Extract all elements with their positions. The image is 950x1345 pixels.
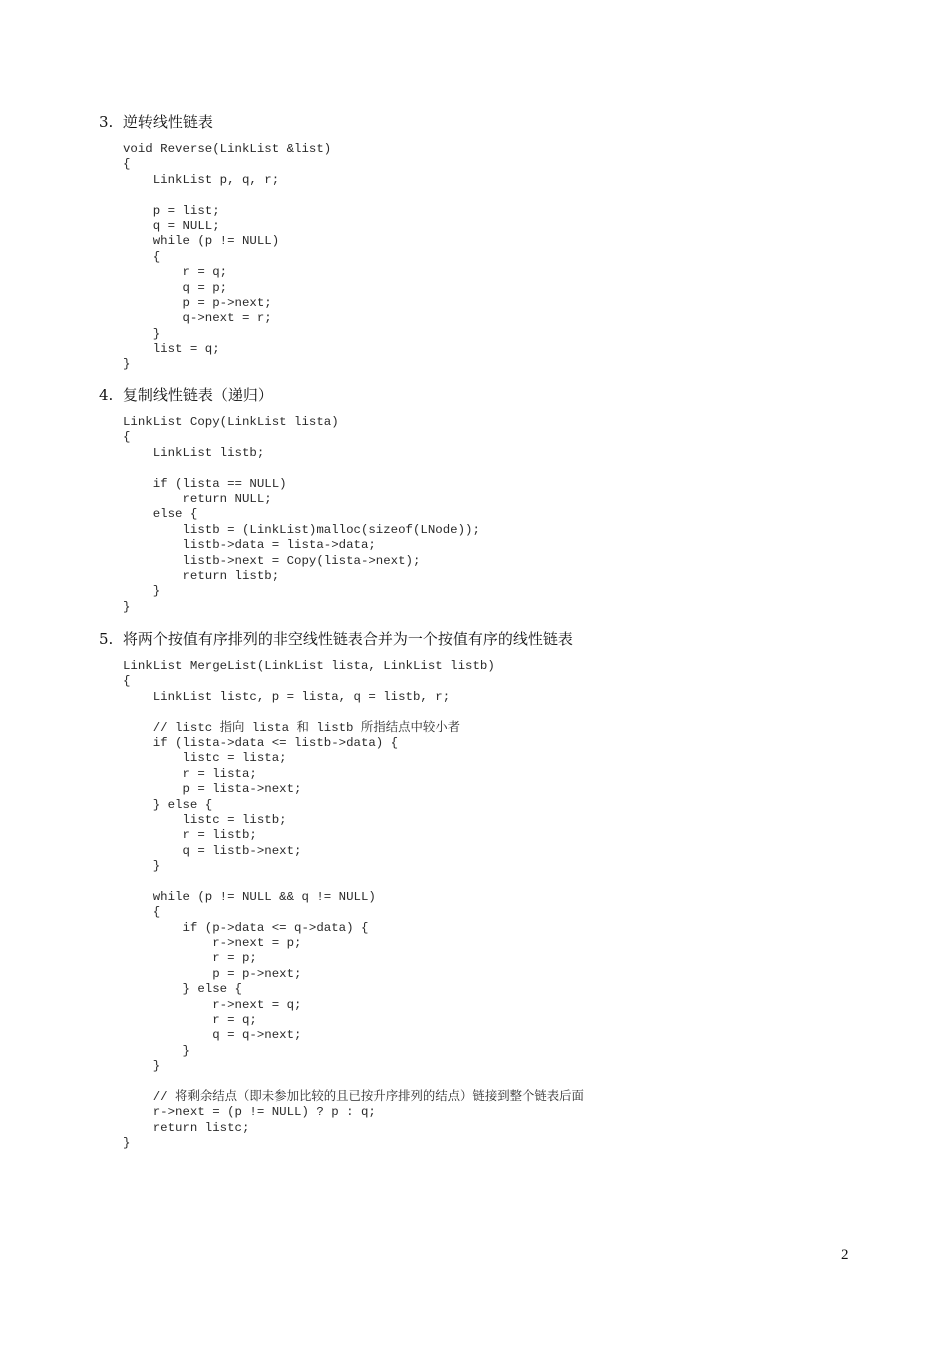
code-line: p = lista->next; bbox=[123, 782, 302, 797]
code-line: { bbox=[123, 249, 161, 264]
code-line: q->next = r; bbox=[123, 311, 272, 326]
code-line: } else { bbox=[123, 797, 213, 812]
code-line: r->next = p; bbox=[123, 936, 302, 951]
code-block-reverse bbox=[123, 142, 331, 373]
code-line: q = p; bbox=[123, 280, 228, 295]
code-line: listc = lista; bbox=[123, 751, 287, 766]
code-line: // listc 指向 lista 和 listb 所指结点中较小者 bbox=[123, 720, 461, 735]
code-line: p = p->next; bbox=[123, 966, 302, 981]
code-line: if (p->data <= q->data) { bbox=[123, 920, 369, 935]
code-line: } bbox=[123, 326, 161, 341]
section-heading-reverse: 3. 逆转线性链表 bbox=[99, 113, 213, 131]
code-line: } bbox=[123, 357, 131, 372]
code-line: LinkList MergeList(LinkList lista, LinkList listb) bbox=[123, 659, 495, 673]
code-line: q = q->next; bbox=[123, 1028, 302, 1043]
code-line: LinkList p, q, r; bbox=[123, 172, 280, 187]
code-line bbox=[123, 705, 584, 720]
code-line bbox=[123, 1075, 584, 1090]
code-line: r = p; bbox=[123, 951, 257, 966]
code-line: r = listb; bbox=[123, 828, 257, 843]
code-line: p = list; bbox=[123, 203, 220, 218]
code-line bbox=[123, 461, 480, 476]
code-line bbox=[123, 874, 584, 889]
code-line: r->next = (p != NULL) ? p : q; bbox=[123, 1105, 376, 1120]
code-line: return NULL; bbox=[123, 491, 272, 506]
code-line: LinkList Copy(LinkList lista) bbox=[123, 415, 339, 429]
code-line: return listc; bbox=[123, 1120, 250, 1135]
code-line: r = q; bbox=[123, 265, 228, 280]
code-line: { bbox=[123, 905, 161, 920]
code-line: } else { bbox=[123, 982, 242, 997]
code-line: LinkList listc, p = lista, q = listb, r; bbox=[123, 689, 451, 704]
code-line: { bbox=[123, 157, 131, 172]
code-line: if (lista == NULL) bbox=[123, 476, 287, 491]
code-block-copy bbox=[123, 415, 480, 615]
section-heading-merge: 5. 将两个按值有序排列的非空线性链表合并为一个按值有序的线性链表 bbox=[99, 630, 573, 648]
code-line: listb->next = Copy(lista->next); bbox=[123, 553, 421, 568]
code-line: q = listb->next; bbox=[123, 843, 302, 858]
code-line: while (p != NULL && q != NULL) bbox=[123, 889, 376, 904]
code-line: listb->data = lista->data; bbox=[123, 538, 376, 553]
code-line: return listb; bbox=[123, 568, 280, 583]
code-line: } bbox=[123, 1059, 161, 1074]
code-line: } bbox=[123, 859, 161, 874]
code-line: void Reverse(LinkList &list) bbox=[123, 142, 332, 156]
code-line: while (p != NULL) bbox=[123, 234, 280, 249]
code-line: } bbox=[123, 584, 161, 599]
code-line: { bbox=[123, 674, 131, 689]
code-line: listc = listb; bbox=[123, 812, 287, 827]
code-block-merge bbox=[123, 659, 584, 1152]
code-line: p = p->next; bbox=[123, 295, 272, 310]
code-line bbox=[123, 188, 331, 203]
code-line: } bbox=[123, 1043, 190, 1058]
code-line: if (lista->data <= listb->data) { bbox=[123, 735, 399, 750]
code-line: // 将剩余结点（即未参加比较的且已按升序排列的结点）链接到整个链表后面 bbox=[123, 1089, 584, 1104]
code-line: list = q; bbox=[123, 342, 220, 357]
code-line: } bbox=[123, 1136, 131, 1151]
code-line: else { bbox=[123, 507, 198, 522]
page-number: 2 bbox=[841, 1247, 849, 1263]
code-line: q = NULL; bbox=[123, 218, 220, 233]
code-line: listb = (LinkList)malloc(sizeof(LNode)); bbox=[123, 522, 480, 537]
code-line: { bbox=[123, 430, 131, 445]
code-line: LinkList listb; bbox=[123, 445, 265, 460]
code-line: r = q; bbox=[123, 1012, 257, 1027]
code-line: r->next = q; bbox=[123, 997, 302, 1012]
code-line: } bbox=[123, 599, 131, 614]
code-line: r = lista; bbox=[123, 766, 257, 781]
section-heading-copy: 4. 复制线性链表（递归） bbox=[99, 386, 273, 404]
